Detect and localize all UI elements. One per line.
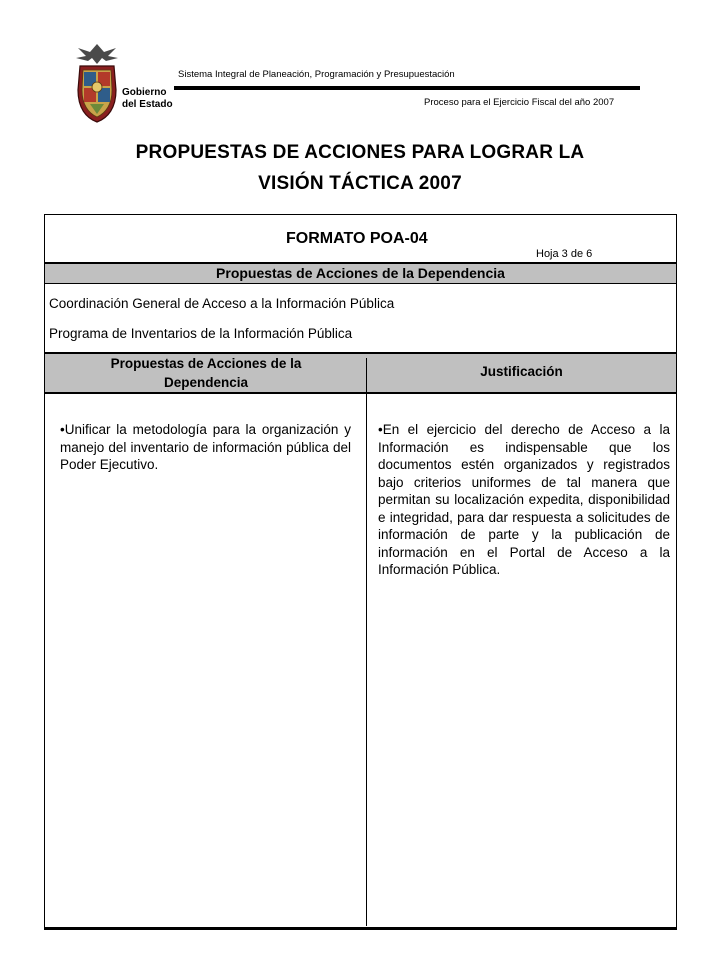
system-title: Sistema Integral de Planeación, Programación y Presupuestación	[178, 69, 455, 80]
actions-column-header-line1: Propuestas de Acciones de la	[110, 356, 302, 371]
state-coat-of-arms-icon	[72, 42, 122, 124]
actions-column-header	[45, 354, 367, 392]
section-title-bar: Propuestas de Acciones de la Dependencia	[45, 262, 676, 284]
dependency-name: Coordinación General de Acceso a la Información Pública	[49, 296, 395, 311]
page-title-line2: VISIÓN TÁCTICA 2007	[258, 173, 462, 194]
form-code: FORMATO POA-04	[286, 230, 428, 247]
header-rule	[174, 86, 640, 90]
page-title	[60, 137, 660, 199]
justification-column-header: Justificación	[480, 364, 563, 379]
actions-column-header-line2: Dependencia	[163, 375, 249, 390]
fiscal-process-label: Proceso para el Ejercicio Fiscal del año 2007	[424, 97, 615, 108]
page-indicator: Hoja 3 de 6	[536, 248, 593, 260]
government-label: Gobierno del Estado	[122, 87, 173, 110]
justification-cell: •En el ejercicio del derecho de Acceso a la Información es indispensable que los documentos estén organizados y registrados bajo criterios uniformes de tal manera que permitan su localización expedita, disponibilidad e integridad, para dar respuesta a solicitudes de información de parte y la publicación de información en el Portal de Acceso a la Información Pública.	[378, 422, 670, 577]
action-cell: •Unificar la metodología para la organización y manejo del inventario de información pública del Poder Ejecutivo.	[60, 422, 351, 472]
page-title-line1: PROPUESTAS DE ACCIONES PARA LOGRAR LA	[135, 142, 585, 163]
column-divider	[366, 358, 367, 926]
program-name: Programa de Inventarios de la Información Pública	[49, 326, 353, 341]
